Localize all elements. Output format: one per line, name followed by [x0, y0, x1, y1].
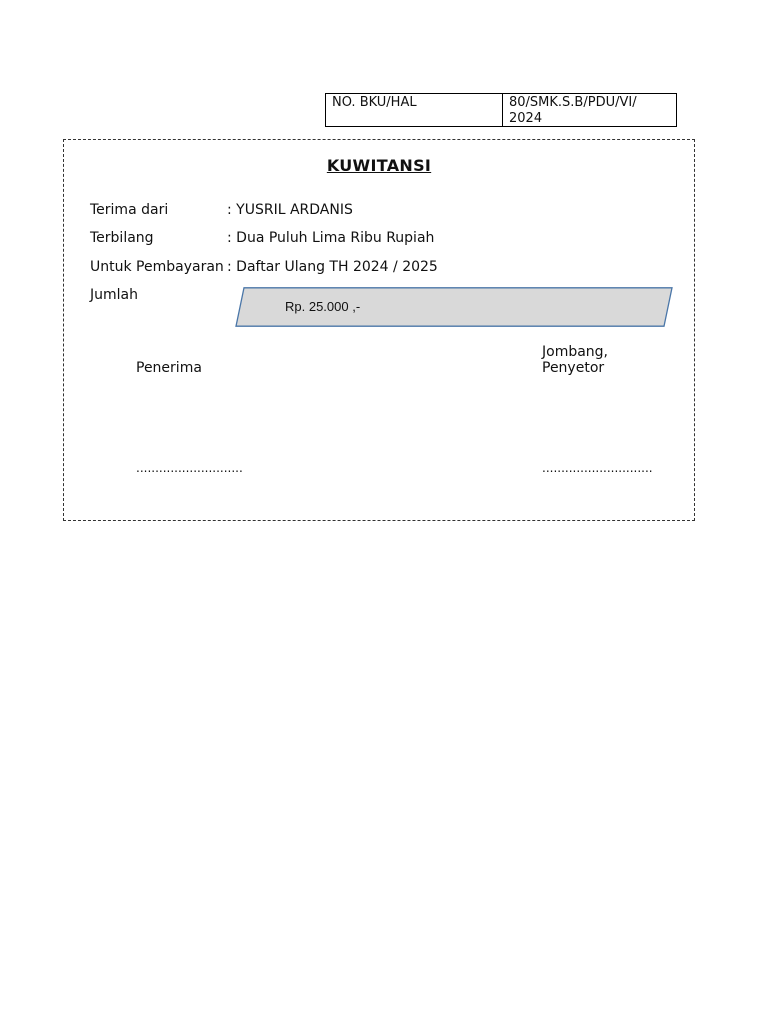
reference-number-value: 80/SMK.S.B/PDU/VI/ 2024: [509, 95, 637, 126]
field-label: Terima dari: [90, 202, 169, 218]
field-value: Daftar Ulang TH 2024 / 2025: [236, 259, 438, 275]
field-value: YUSRIL ARDANIS: [236, 202, 353, 218]
field-separator: :: [227, 230, 237, 246]
payer-label: Penyetor: [542, 360, 605, 376]
amount-label: Jumlah: [90, 287, 138, 303]
reference-number-table: [325, 93, 677, 127]
receiver-signature-line: ............................: [136, 461, 243, 475]
receiver-label: Penerima: [136, 360, 202, 376]
reference-number-label: NO. BKU/HAL: [326, 94, 503, 126]
field-label: Terbilang: [90, 230, 154, 246]
receipt-title: KUWITANSI: [326, 156, 432, 175]
field-row-received-from: [90, 201, 353, 219]
field-label: Untuk Pembayaran: [90, 259, 224, 275]
place-label: Jombang,: [542, 344, 609, 360]
receipt-box: [63, 139, 695, 521]
amount-box: [235, 287, 673, 327]
field-value: Dua Puluh Lima Ribu Rupiah: [236, 230, 435, 246]
field-separator: :: [227, 259, 237, 275]
field-row-amount-in-words: [90, 229, 434, 247]
field-row-amount: [90, 286, 227, 304]
amount-value: Rp. 25.000 ,-: [285, 299, 361, 314]
field-row-payment-for: [90, 258, 438, 276]
field-separator: :: [227, 202, 237, 218]
payer-signature-line: .............................: [542, 461, 653, 475]
